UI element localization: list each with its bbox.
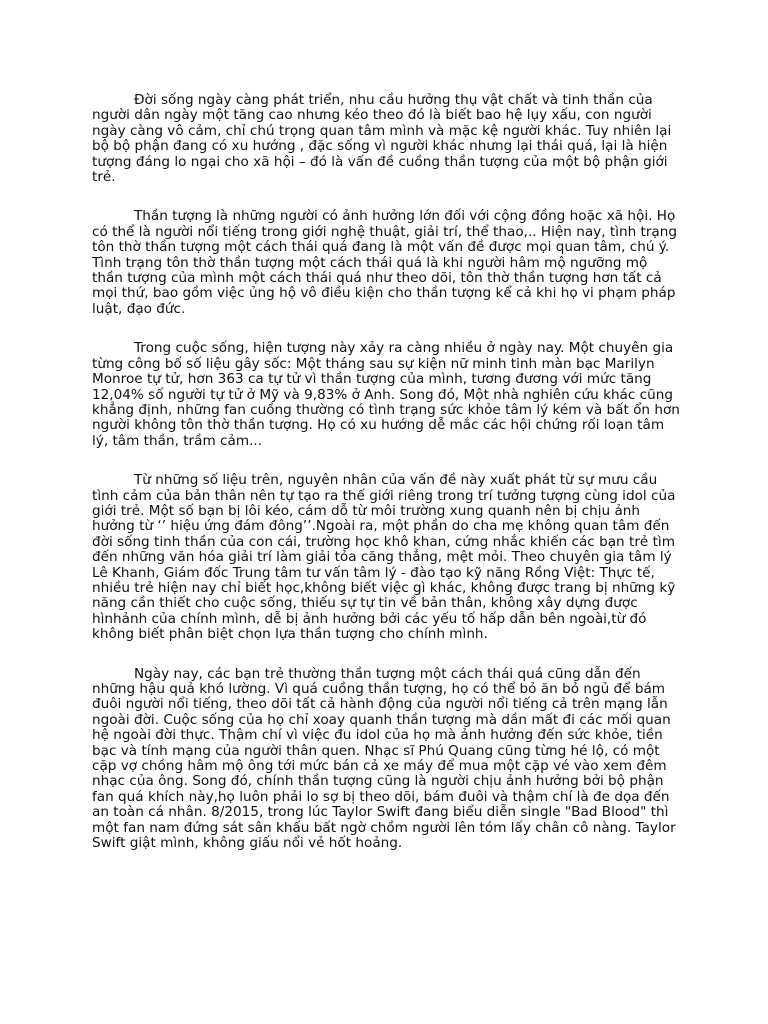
paragraph-definition: Thần tượng là những người có ảnh hưởng lớn đối với cộng đồng hoặc xã hội. Họ có thể là người nổi tiếng trong giới nghệ thuật, giải trí, thể thao,.. Hiện nay, tình trạng tôn thờ thần tượng một cách thái quá đang là một vấn đề được mọi quan tâm, chú ý. Tình trạng tôn thờ thần tượng một cách thái quá là khi người hâm mộ ngưỡng mộ thần tượng của mình một cách thái quá như theo dõi, tôn thờ thần tượng hơn tất cả mọi thứ, bao gồm việc ủng hộ vô điều kiện cho thần tượng kể cả khi họ vi phạm pháp luật, đạo đức. — [92, 208, 678, 317]
paragraph-causes: Từ những số liệu trên, nguyên nhân của vấn đề này xuất phát từ sự mưu cầu tình cảm của bản thân nên tự tạo ra thế giới riêng trong trí tưởng tượng cùng idol của giới trẻ. Một số bạn bị lôi kéo, cám dỗ từ môi trường xung quanh nên bị chịu ảnh hưởng từ ‘’ hiệu ứng đám đông’’.Ngoài ra, một phần do cha mẹ không quan tâm đến đời sống tinh thần của con cái, trường học khô khan, cứng nhắc khiến các bạn trẻ tìm đến những văn hóa giải trí làm giải tỏa căng thẳng, mệt mỏi. Theo chuyên gia tâm lý Lê Khanh, Giám đốc Trung tâm tư vấn tâm lý - đào tạo kỹ năng Rồng Việt: Thực tế, nhiều trẻ hiện nay chỉ biết học,không biết việc gì khác, không được trang bị những kỹ năng cần thiết cho cuộc sống, thiếu sự tự tin về bản thân, không xây dựng được hìnhảnh của chính mình, dễ bị ảnh hưởng bởi các yếu tố hấp dẫn bên ngoài,từ đó không biết phân biệt chọn lựa thần tượng cho chính mình. — [92, 472, 676, 643]
paragraph-intro: Đời sống ngày càng phát triển, nhu cầu hưởng thụ vật chất và tinh thần của người dân ngày một tăng cao nhưng kéo theo đó là biết bao hệ lụy xấu, con người ngày càng vô cảm, chỉ chú trọng quan tâm mình và mặc kệ người khác. Tuy nhiên lại bộ bộ phận đang có xu hướng , đặc sống vì người khác nhưng lại thái quá, lại là hiện tượng đáng lo ngại cho xã hội – đó là vấn đề cuồng thần tượng của một bộ phận giới trẻ. — [92, 92, 672, 186]
paragraph-statistics: Trong cuộc sống, hiện tượng này xảy ra càng nhiều ở ngày nay. Một chuyên gia từng công bố số liệu gây sốc: Một tháng sau sự kiện nữ minh tinh màn bạc Marilyn Monroe tự tử, hơn 363 ca tự tử vì thần tượng của mình, tương đương với mức tăng 12,04% số người tự tử ở Mỹ và 9,83% ở Anh. Song đó, Một nhà nghiên cứu khác cũng khẳng định, những fan cuồng thường có tình trạng sức khỏe tâm lý kém và bất ổn hơn người không tôn thờ thần tượng. Họ có xu hướng dễ mắc các hội chứng rối loạn tâm lý, tâm thần, trầm cảm... — [92, 340, 680, 449]
paragraph-consequences: Ngày nay, các bạn trẻ thường thần tượng một cách thái quá cũng dẫn đến những hậu quả khó lường. Vì quá cuồng thần tượng, họ có thể bỏ ăn bỏ ngủ để bám đuôi người nổi tiếng, theo dõi tất cả hành động của người nổi tiếng cả trên mạng lẫn ngoài đời. Cuộc sống của họ chỉ xoay quanh thần tượng mà dần mất đi các mối quan hệ ngoài đời thực. Thậm chí vì việc đu idol của họ mà ảnh hưởng đến sức khỏe, tiền bạc và tính mạng của người thân quen. Nhạc sĩ Phú Quang cũng từng hé lộ, có một cặp vợ chồng hâm mộ ông tới mức bán cả xe máy để mua một cặp vé vào xem đêm nhạc của ông. Song đó, chính thần tượng cũng là người chịu ảnh hưởng bởi bộ phận fan quá khích này,họ luôn phải lo sợ bị theo dõi, bám đuôi và thậm chí là đe dọa đến an toàn cá nhân. 8/2015, trong lúc Taylor Swift đang biểu diễn single "Bad Blood" thì một fan nam đứng sát sân khấu bất ngờ chồm người lên tóm lấy chân cô nàng. Taylor Swift giật mình, không giấu nổi vẻ hốt hoảng. — [92, 665, 676, 852]
document-body — [92, 93, 682, 851]
